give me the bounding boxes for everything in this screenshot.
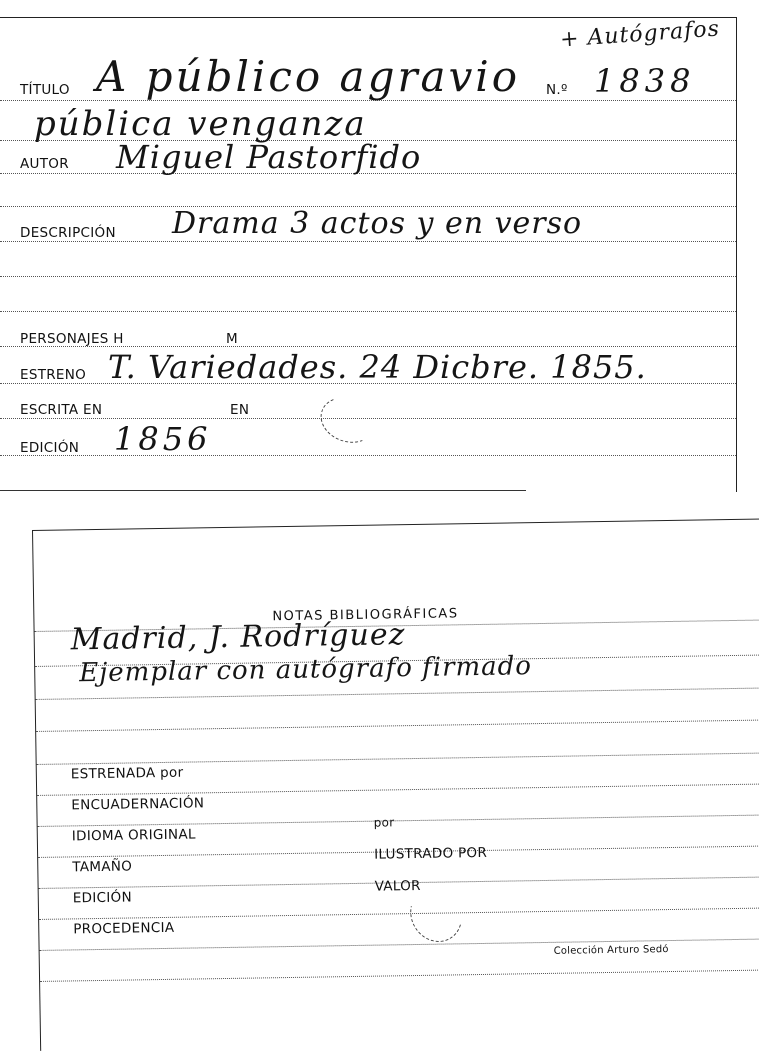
value-edicion: 1856 <box>114 420 212 458</box>
label-valor: VALOR <box>374 877 421 895</box>
label-estreno: ESTRENO <box>20 367 87 383</box>
value-titulo-line2: pública venganza <box>34 104 367 144</box>
rule-line <box>36 720 759 732</box>
label-por: por <box>373 815 395 830</box>
catalog-card-bottom <box>32 518 759 1051</box>
label-edicion: EDICIÓN <box>20 440 80 456</box>
value-autor: Miguel Pastorfido <box>116 138 422 176</box>
value-numero: 1838 <box>594 62 696 100</box>
label-estrenada-por: ESTRENADA por <box>70 764 184 783</box>
card-top-bottom-edge <box>0 490 526 491</box>
label-tamano: TAMAÑO <box>72 858 133 876</box>
label-encuadernacion: ENCUADERNACIÓN <box>71 795 205 814</box>
rule-line <box>0 455 736 456</box>
label-titulo: TÍTULO <box>20 82 70 98</box>
rule-line <box>39 908 759 920</box>
label-numero: N.º <box>546 82 568 98</box>
label-autor: AUTOR <box>20 156 69 172</box>
label-procedencia: PROCEDENCIA <box>73 919 175 938</box>
label-escrita-en: ESCRITA EN <box>20 402 103 418</box>
rule-line <box>37 784 759 796</box>
rule-line <box>36 688 759 700</box>
value-nota-line1: Madrid, J. Rodríguez <box>70 617 406 658</box>
label-coleccion: Colección Arturo Sedó <box>553 944 669 957</box>
label-personajes-m: M <box>226 331 238 347</box>
rule-line <box>0 311 736 312</box>
annotation-autografos: + Autógrafos <box>559 16 721 53</box>
label-notas-bibliograficas: NOTAS BIBLIOGRÁFICAS <box>272 606 459 625</box>
value-descripcion: Drama 3 actos y en verso <box>172 206 583 241</box>
rule-line <box>0 241 736 242</box>
rule-line <box>0 276 736 277</box>
value-nota-line2: Ejemplar con autógrafo firmado <box>79 651 533 689</box>
label-idioma-original: IDIOMA ORIGINAL <box>71 826 196 845</box>
value-estreno: T. Variedades. 24 Dicbre. 1855. <box>108 348 647 386</box>
label-personajes-h: PERSONAJES H <box>20 331 124 347</box>
rule-line <box>37 753 759 765</box>
label-en: EN <box>230 402 250 418</box>
label-edicion-2: EDICIÓN <box>72 889 133 907</box>
label-descripcion: DESCRIPCIÓN <box>20 225 116 241</box>
label-ilustrado-por: ILUSTRADO POR <box>374 844 488 863</box>
value-titulo-line1: A público agravio <box>96 52 521 101</box>
rule-line <box>38 815 759 830</box>
rule-line <box>40 969 759 981</box>
